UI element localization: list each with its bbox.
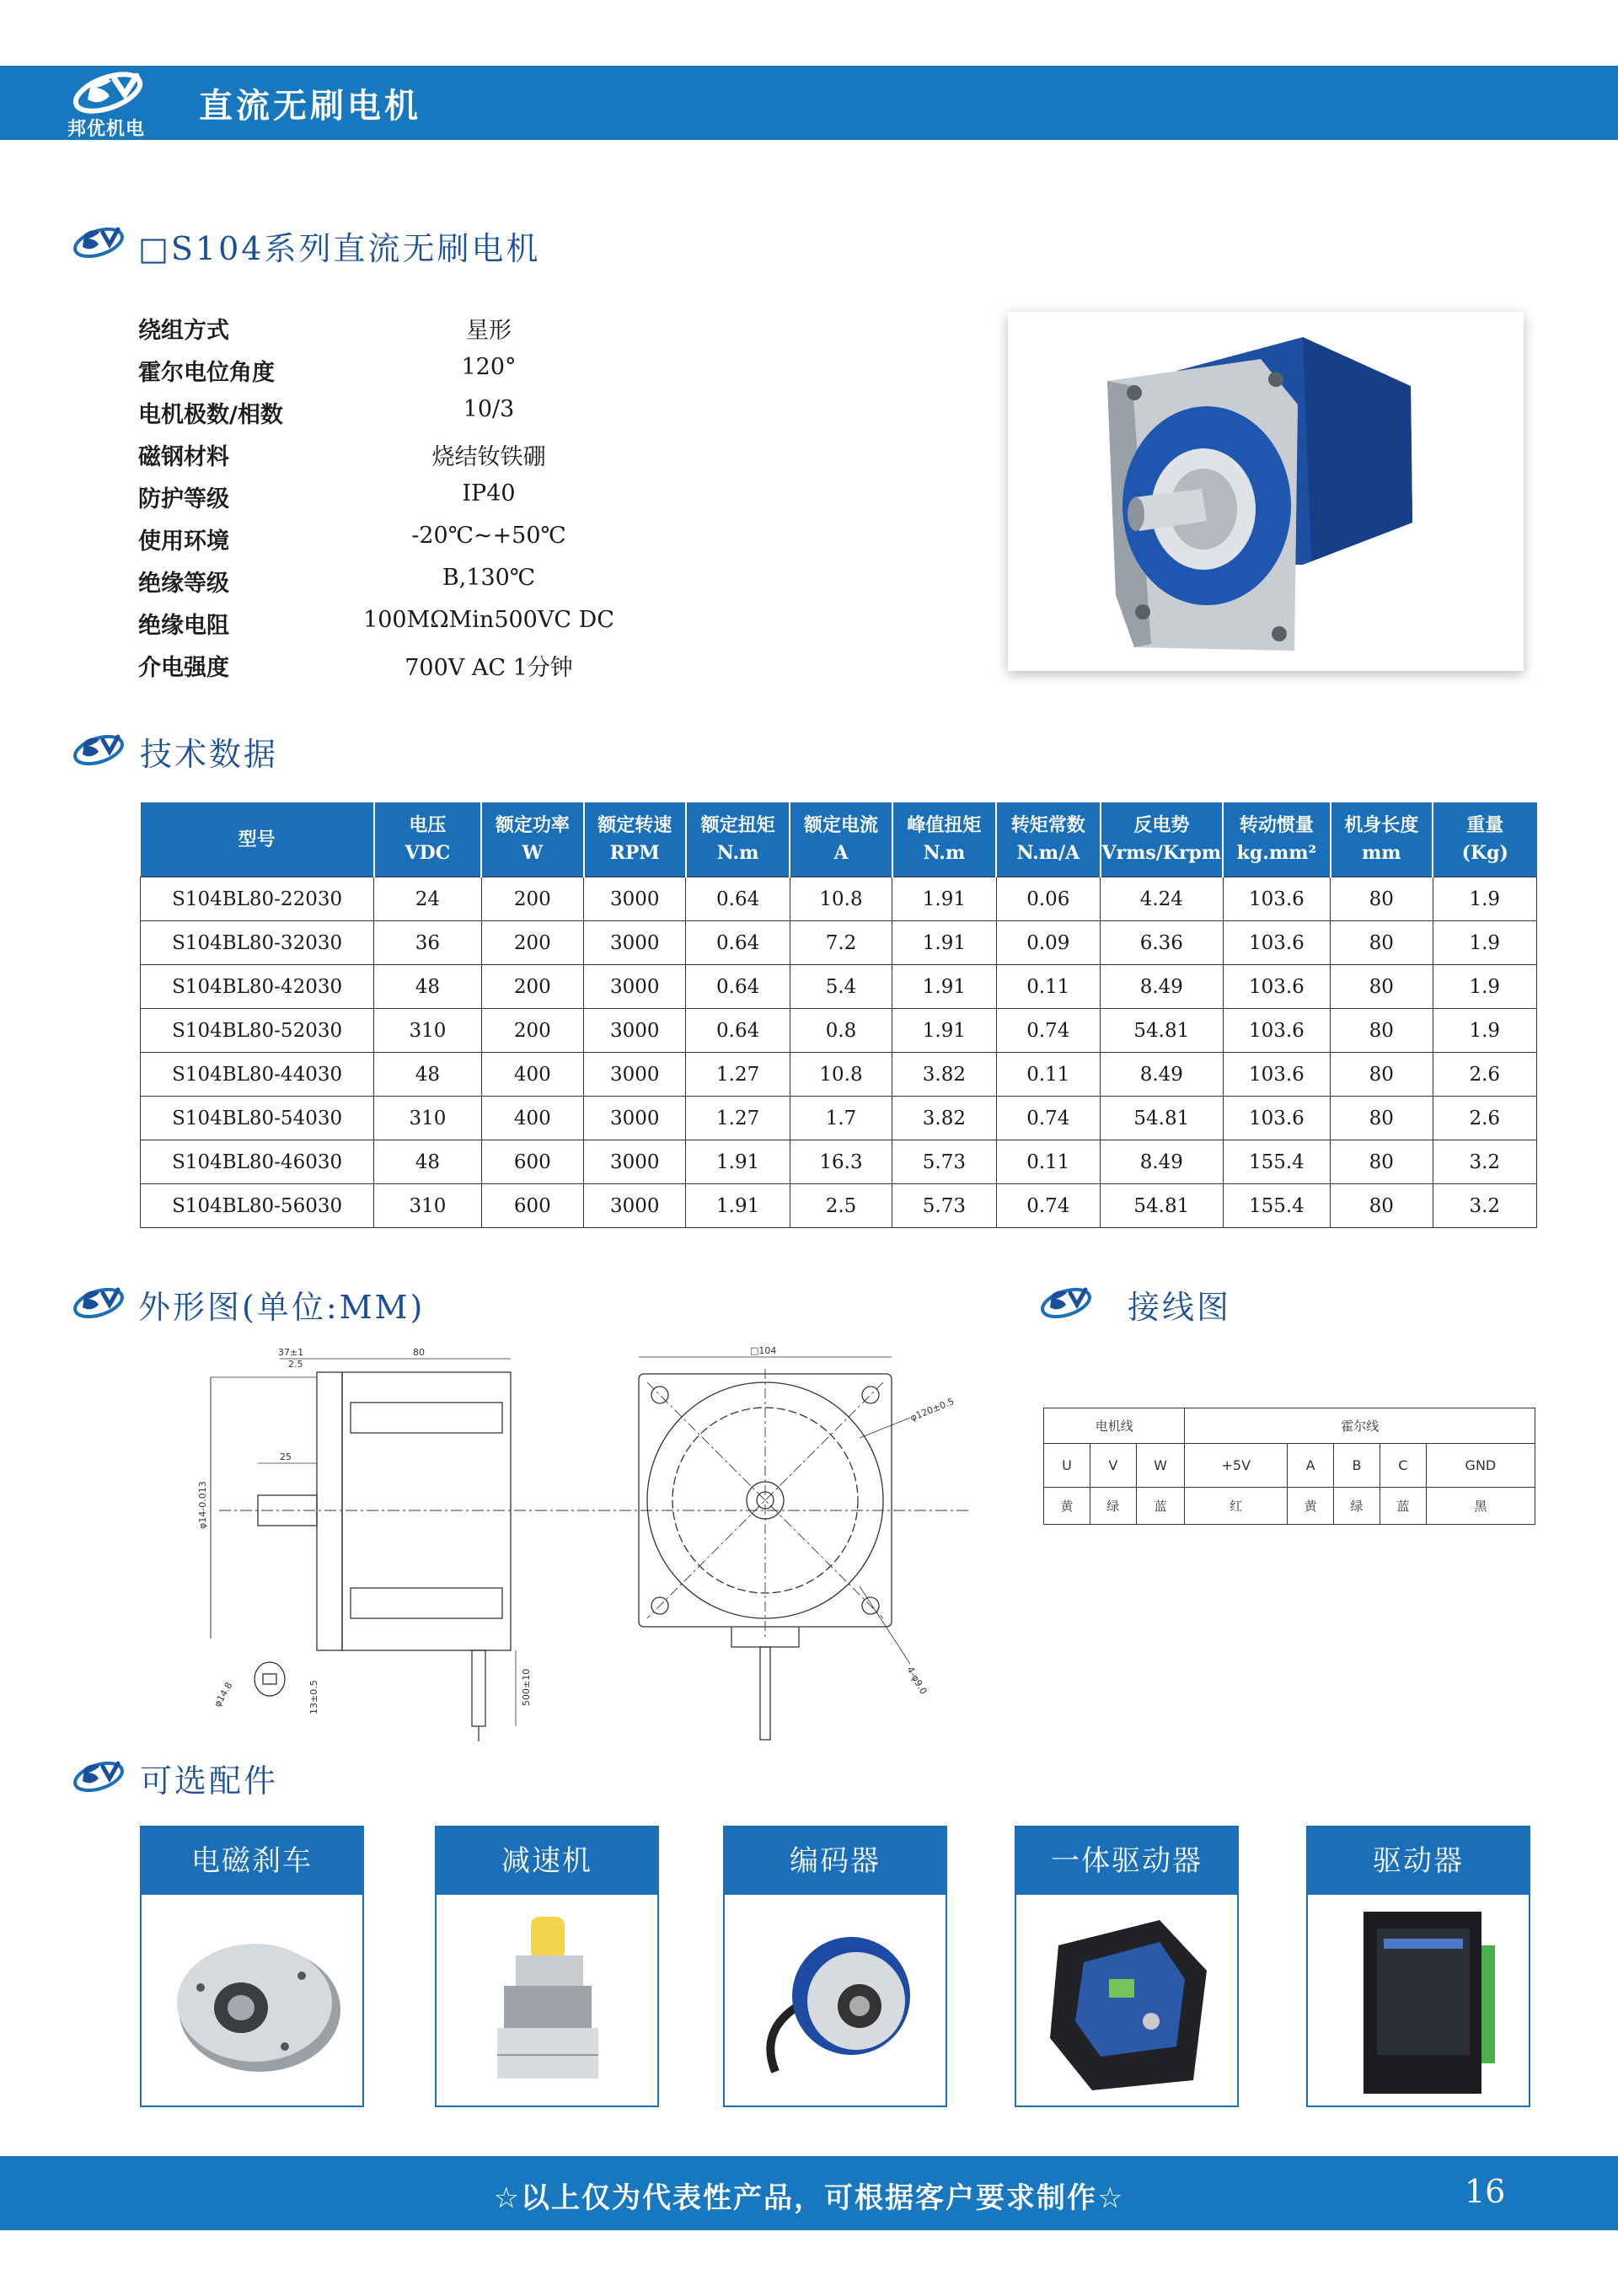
table-cell: 103.6 [1223, 1097, 1330, 1140]
wire-pin-label: U [1044, 1444, 1090, 1488]
accessory-label: 编码器 [725, 1827, 946, 1895]
wire-color-label: 蓝 [1380, 1488, 1426, 1525]
table-cell: 200 [481, 1009, 583, 1053]
table-cell: 48 [374, 965, 481, 1009]
wiring-table [1043, 1408, 1535, 1525]
table-cell: 1.91 [892, 965, 996, 1009]
table-cell: 4.24 [1101, 877, 1224, 921]
hall-line-header: 霍尔线 [1185, 1408, 1535, 1444]
table-row [141, 1097, 1537, 1140]
table-cell: 3.2 [1433, 1140, 1536, 1184]
column-header: 电压 VDC [374, 802, 481, 877]
table-cell: 80 [1331, 877, 1433, 921]
wire-pin-label: A [1288, 1444, 1334, 1488]
accessory-label: 电磁刹车 [142, 1827, 362, 1895]
accessory-section-title: 可选配件 [140, 1762, 279, 1800]
table-row [1044, 1488, 1535, 1525]
gearbox-icon [437, 1895, 657, 2106]
table-row [141, 965, 1537, 1009]
table-cell: 48 [374, 1053, 481, 1097]
company-logo-text: 邦优机电 [67, 119, 145, 140]
table-cell: 600 [481, 1184, 583, 1228]
wire-pin-label: V [1090, 1444, 1136, 1488]
section-logo-icon [1038, 1285, 1094, 1320]
accessory-card-encoder [723, 1826, 947, 2107]
table-cell: 36 [374, 921, 481, 965]
spec-label: 防护等级 [138, 486, 229, 512]
table-cell: 200 [481, 965, 583, 1009]
section-logo-icon [71, 224, 126, 260]
accessory-card-gearbox [435, 1826, 659, 2107]
table-cell: 7.2 [790, 921, 892, 965]
table-cell: 3000 [584, 1009, 686, 1053]
table-cell: 310 [374, 1009, 481, 1053]
brake-icon [142, 1895, 362, 2106]
table-cell: 80 [1331, 1097, 1433, 1140]
table-cell: 0.74 [996, 1184, 1100, 1228]
table-cell: 3000 [584, 1097, 686, 1140]
accessory-card-integrated-driver [1015, 1826, 1239, 2107]
table-cell: 3.82 [892, 1097, 996, 1140]
dimension-label: φ14.8 [212, 1680, 235, 1709]
motor-line-header: 电机线 [1044, 1408, 1185, 1444]
table-cell: 10.8 [790, 1053, 892, 1097]
column-header: 额定转速 RPM [584, 802, 686, 877]
table-row [141, 1009, 1537, 1053]
model-cell: S104BL80-54030 [141, 1097, 374, 1140]
table-cell: 0.06 [996, 877, 1100, 921]
table-cell: 200 [481, 877, 583, 921]
spec-value: 700V AC 1分钟 [404, 655, 573, 681]
spec-label: 绕组方式 [138, 318, 229, 344]
table-cell: 16.3 [790, 1140, 892, 1184]
table-cell: 103.6 [1223, 921, 1330, 965]
spec-value: IP40 [462, 480, 516, 507]
table-cell: 400 [481, 1053, 583, 1097]
dimension-label: φ14-0.013 [197, 1481, 208, 1529]
model-cell: S104BL80-22030 [141, 877, 374, 921]
wire-pin-label: C [1380, 1444, 1426, 1488]
table-cell: 10.8 [790, 877, 892, 921]
model-cell: S104BL80-52030 [141, 1009, 374, 1053]
spec-label: 磁钢材料 [138, 444, 229, 470]
table-cell: 3000 [584, 965, 686, 1009]
table-cell: 5.73 [892, 1140, 996, 1184]
table-cell: 3000 [584, 921, 686, 965]
wiring-section-title: 接线图 [1128, 1289, 1232, 1326]
model-cell: S104BL80-32030 [141, 921, 374, 965]
dimension-label: 25 [280, 1451, 292, 1462]
wire-pin-label: W [1136, 1444, 1185, 1488]
spec-label: 电机极数/相数 [138, 402, 283, 428]
accessory-card-brake [140, 1826, 364, 2107]
wire-color-label: 蓝 [1136, 1488, 1185, 1525]
table-cell: 0.09 [996, 921, 1100, 965]
section-logo-icon [71, 732, 126, 767]
table-cell: 0.64 [686, 1009, 790, 1053]
page-number: 16 [1465, 2173, 1506, 2210]
table-cell: 1.91 [892, 921, 996, 965]
table-cell: 54.81 [1101, 1184, 1224, 1228]
table-cell: 8.49 [1101, 965, 1224, 1009]
dimension-label: 80 [413, 1347, 425, 1358]
spec-label: 绝缘等级 [138, 571, 229, 597]
table-row [141, 1184, 1537, 1228]
table-cell: 54.81 [1101, 1097, 1224, 1140]
spec-value: 星形 [466, 318, 512, 344]
table-cell: 1.9 [1433, 1009, 1536, 1053]
column-header: 机身长度 mm [1331, 802, 1433, 877]
table-cell: 54.81 [1101, 1009, 1224, 1053]
model-cell: S104BL80-42030 [141, 965, 374, 1009]
table-cell: 5.4 [790, 965, 892, 1009]
accessory-card-driver [1306, 1826, 1530, 2107]
column-header: 转动惯量 kg.mm² [1223, 802, 1330, 877]
table-cell: 0.74 [996, 1097, 1100, 1140]
tech-section-title: 技术数据 [140, 736, 279, 773]
table-cell: 1.91 [892, 1009, 996, 1053]
dimension-label: 4-φ9.0 [904, 1665, 930, 1697]
table-row [141, 877, 1537, 921]
table-cell: 1.27 [686, 1097, 790, 1140]
column-header: 额定功率 W [481, 802, 583, 877]
outline-section-title: 外形图(单位:MM) [138, 1289, 426, 1326]
spec-value: B,130℃ [442, 565, 536, 591]
spec-value: -20℃~+50℃ [411, 523, 566, 549]
column-header: 额定电流 A [790, 802, 892, 877]
accessory-label: 一体驱动器 [1016, 1827, 1237, 1895]
dimension-label: 2.5 [288, 1359, 303, 1370]
dimension-label: □104 [750, 1345, 777, 1356]
accessory-label: 驱动器 [1308, 1827, 1529, 1895]
spec-label: 使用环境 [138, 528, 229, 555]
table-cell: 1.91 [892, 877, 996, 921]
table-cell: 0.64 [686, 965, 790, 1009]
table-row [141, 1053, 1537, 1097]
wire-pin-label: B [1334, 1444, 1380, 1488]
table-cell: 310 [374, 1097, 481, 1140]
dimension-label: 13±0.5 [308, 1680, 319, 1714]
section-logo-icon [71, 1285, 126, 1320]
page-title: 直流无刷电机 [199, 87, 421, 126]
accessory-label: 减速机 [437, 1827, 657, 1895]
motor-image-icon [1008, 312, 1524, 671]
table-header-row [141, 802, 1537, 877]
table-cell: 3000 [584, 1140, 686, 1184]
table-cell: 80 [1331, 1009, 1433, 1053]
table-cell: 103.6 [1223, 965, 1330, 1009]
model-cell: S104BL80-46030 [141, 1140, 374, 1184]
outline-drawing [185, 1344, 994, 1750]
driver-icon [1308, 1895, 1529, 2106]
column-header: 峰值扭矩 N.m [892, 802, 996, 877]
spec-value: 120° [461, 354, 517, 380]
table-cell: 1.9 [1433, 965, 1536, 1009]
table-cell: 3000 [584, 877, 686, 921]
wire-color-label: 红 [1185, 1488, 1288, 1525]
table-row [1044, 1444, 1535, 1488]
dimension-label: 37±1 [278, 1347, 304, 1358]
table-cell: 0.64 [686, 877, 790, 921]
table-cell: 1.91 [686, 1184, 790, 1228]
table-cell: 103.6 [1223, 1053, 1330, 1097]
column-header: 型号 [141, 802, 374, 877]
wire-color-label: 黄 [1288, 1488, 1334, 1525]
wire-color-label: 绿 [1090, 1488, 1136, 1525]
spec-value: 10/3 [463, 396, 515, 422]
footer-note: ☆以上仅为代表性产品，可根据客户要求制作☆ [493, 2181, 1125, 2215]
spec-label: 介电强度 [138, 655, 229, 681]
table-cell: 155.4 [1223, 1184, 1330, 1228]
table-cell: 155.4 [1223, 1140, 1330, 1184]
table-cell: 1.91 [686, 1140, 790, 1184]
encoder-icon [725, 1895, 946, 2106]
table-cell: 1.7 [790, 1097, 892, 1140]
wire-color-label: 黄 [1044, 1488, 1090, 1525]
motor-photo [1008, 312, 1524, 671]
table-cell: 24 [374, 877, 481, 921]
table-cell: 3.2 [1433, 1184, 1536, 1228]
table-row [141, 1140, 1537, 1184]
column-header: 反电势 Vrms/Krpm [1101, 802, 1224, 877]
table-cell: 80 [1331, 921, 1433, 965]
table-cell: 0.11 [996, 1053, 1100, 1097]
table-cell: 8.49 [1101, 1053, 1224, 1097]
wire-pin-label: GND [1426, 1444, 1535, 1488]
table-cell: 1.9 [1433, 877, 1536, 921]
table-cell: 200 [481, 921, 583, 965]
table-cell: 103.6 [1223, 1009, 1330, 1053]
table-cell: 1.9 [1433, 921, 1536, 965]
table-cell: 5.73 [892, 1184, 996, 1228]
spec-label: 绝缘电阻 [138, 613, 229, 639]
table-cell: 103.6 [1223, 877, 1330, 921]
table-cell: 2.6 [1433, 1097, 1536, 1140]
table-cell: 0.11 [996, 1140, 1100, 1184]
spec-label: 霍尔电位角度 [138, 360, 275, 386]
table-cell: 80 [1331, 1184, 1433, 1228]
table-cell: 2.6 [1433, 1053, 1536, 1097]
table-cell: 80 [1331, 1140, 1433, 1184]
section-logo-icon [71, 1758, 126, 1794]
spec-value: 烧结钕铁硼 [431, 444, 546, 470]
dimension-label: 500±10 [521, 1668, 532, 1706]
table-cell: 8.49 [1101, 1140, 1224, 1184]
table-cell: 3000 [584, 1184, 686, 1228]
table-cell: 1.27 [686, 1053, 790, 1097]
series-section-title: □S104系列直流无刷电机 [138, 230, 541, 267]
table-cell: 400 [481, 1097, 583, 1140]
column-header: 额定扭矩 N.m [686, 802, 790, 877]
table-cell: 0.74 [996, 1009, 1100, 1053]
integrated-driver-icon [1016, 1895, 1237, 2106]
model-cell: S104BL80-44030 [141, 1053, 374, 1097]
table-cell: 3000 [584, 1053, 686, 1097]
wire-color-label: 黑 [1426, 1488, 1535, 1525]
table-cell: 0.11 [996, 965, 1100, 1009]
table-cell: 0.8 [790, 1009, 892, 1053]
table-cell: 80 [1331, 1053, 1433, 1097]
spec-value: 100MΩMin500VC DC [363, 607, 614, 633]
column-header: 重量 (Kg) [1433, 802, 1536, 877]
table-cell: 3.82 [892, 1053, 996, 1097]
wire-color-label: 绿 [1334, 1488, 1380, 1525]
column-header: 转矩常数 N.m/A [996, 802, 1100, 877]
table-cell: 48 [374, 1140, 481, 1184]
table-row [141, 921, 1537, 965]
table-cell: 600 [481, 1140, 583, 1184]
model-cell: S104BL80-56030 [141, 1184, 374, 1228]
table-cell: 2.5 [790, 1184, 892, 1228]
tech-data-table [140, 802, 1537, 1228]
table-cell: 80 [1331, 965, 1433, 1009]
table-cell: 6.36 [1101, 921, 1224, 965]
wire-pin-label: +5V [1185, 1444, 1288, 1488]
table-cell: 0.64 [686, 921, 790, 965]
table-row [1044, 1408, 1535, 1444]
dimension-label: φ120±0.5 [908, 1396, 956, 1424]
table-cell: 310 [374, 1184, 481, 1228]
